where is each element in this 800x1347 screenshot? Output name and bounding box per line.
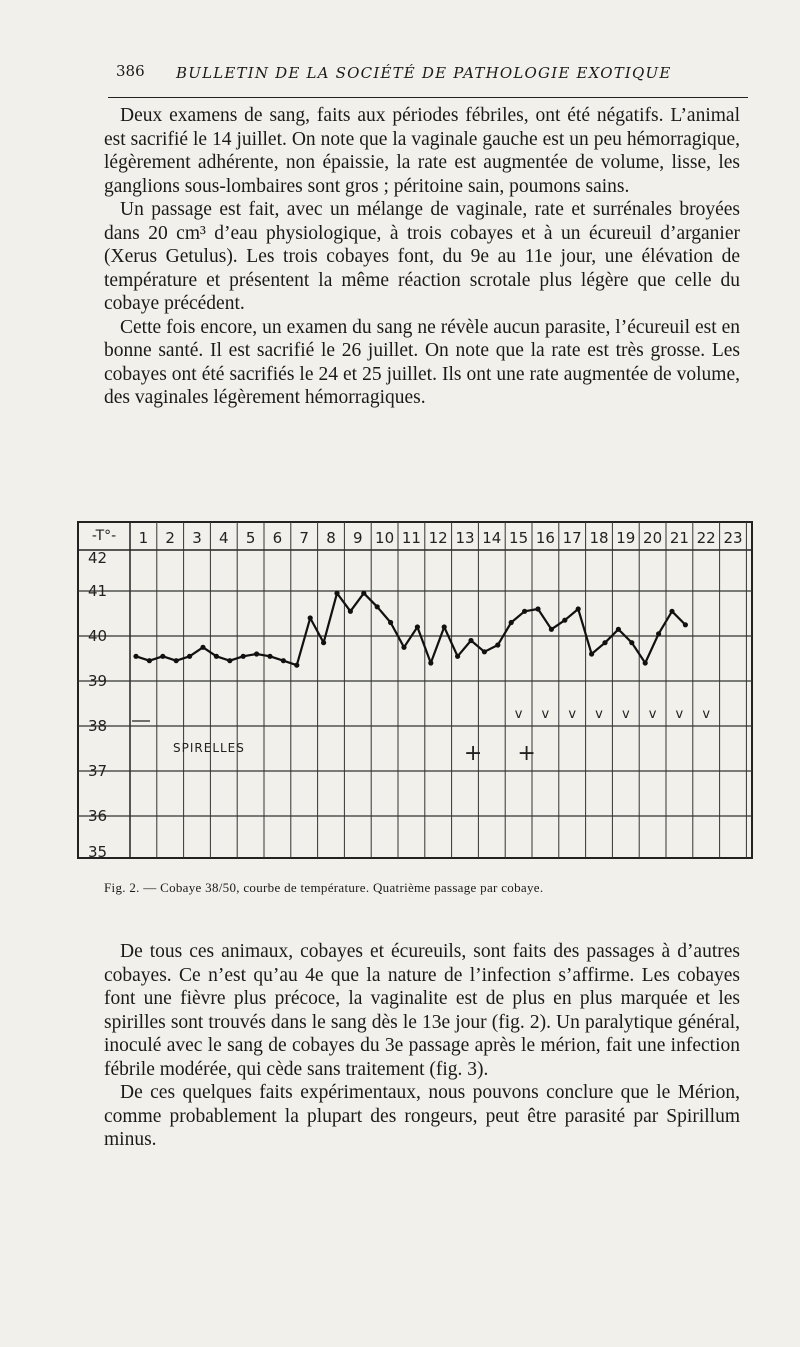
x-tick-label: 14 — [482, 529, 502, 547]
x-tick-label: 8 — [326, 529, 336, 547]
paragraph: De ces quelques faits expérimentaux, nous pouvons conclure que le Mérion, comme probablement la plupart des rongeurs, peut être parasité par Spirillum minus. — [104, 1082, 740, 1150]
temperature-point — [174, 658, 179, 663]
y-tick-label: 38 — [88, 717, 108, 735]
y-tick-label: 42 — [88, 549, 108, 567]
plus-marks — [464, 741, 536, 766]
x-tick-label: 22 — [696, 529, 716, 547]
page-number: 386 — [116, 62, 145, 80]
chart-corner-label: -T°- — [91, 528, 117, 544]
paragraph: De tous ces animaux, cobayes et écureuils, sont faits des passages à d’autres cobayes. Ce n’est qu’au 4e que la nature de l’infection s’affirme. Les cobayes font une fièvre plus précoce, la vaginalite est de plus en plus marquée et les spirilles sont trouvés dans le sang dès le 13e jour (fig. 2). Un paralytique général, inoculé avec le sang de cobayes du 3e passage après le mérion, fait une infection fébrile modérée, qui cède sans traitement (fig. 3). — [104, 941, 740, 1080]
body-text-bottom — [104, 940, 740, 1152]
temperature-point — [267, 654, 272, 659]
x-tick-label: 15 — [509, 529, 529, 547]
temperature-line — [136, 593, 685, 665]
temperature-point — [535, 606, 540, 611]
temperature-point — [388, 620, 393, 625]
x-tick-label: 17 — [562, 529, 582, 547]
plus-mark: + — [517, 741, 536, 766]
temperature-point — [509, 620, 514, 625]
temperature-point — [227, 658, 232, 663]
v-mark: v — [702, 707, 711, 722]
temperature-point — [602, 640, 607, 645]
temperature-point — [428, 660, 433, 665]
x-tick-label: 9 — [353, 529, 363, 547]
x-tick-label: 11 — [401, 529, 421, 547]
temperature-point — [294, 663, 299, 668]
figure-caption: Fig. 2. — Cobaye 38/50, courbe de température. Quatrième passage par cobaye. — [104, 880, 544, 895]
x-tick-label: 1 — [138, 529, 149, 547]
x-tick-label: 21 — [669, 529, 689, 547]
running-head: BULLETIN DE LA SOCIÉTÉ DE PATHOLOGIE EXOTIQUE — [176, 64, 672, 82]
v-mark: v — [648, 707, 657, 722]
y-tick-label: 40 — [88, 627, 108, 645]
temperature-point — [482, 649, 487, 654]
x-tick-label: 4 — [219, 529, 229, 547]
temperature-point — [254, 651, 259, 656]
paragraph: Deux examens de sang, faits aux périodes fébriles, ont été négatifs. L’animal est sacrifié le 14 juillet. On note que la vaginale gauche est un peu hémorragique, légèrement adhérente, non épaissie, la rate est augmentée de volume, lisse, les ganglions sous-lombaires sont gros ; péritoine sain, poumons sains. — [104, 105, 740, 197]
temperature-point — [375, 604, 380, 609]
x-tick-label: 2 — [165, 529, 175, 547]
y-tick-label: 36 — [88, 807, 108, 825]
x-tick-label: 20 — [643, 529, 663, 547]
y-axis-labels — [88, 549, 107, 861]
v-mark: v — [541, 707, 550, 722]
temperature-point — [187, 654, 192, 659]
temperature-point — [401, 645, 406, 650]
x-tick-label: 5 — [245, 529, 256, 547]
temperature-point — [308, 615, 313, 620]
x-tick-label: 3 — [192, 529, 202, 547]
v-mark: v — [675, 707, 684, 722]
temperature-point — [348, 609, 353, 614]
temperature-point — [200, 645, 205, 650]
temperature-point — [629, 640, 634, 645]
temperature-point — [589, 651, 594, 656]
temperature-point — [495, 642, 500, 647]
temperature-point — [468, 638, 473, 643]
temperature-point — [576, 606, 581, 611]
spirilles-annotation: SPIRELLES — [173, 741, 245, 755]
temperature-point — [334, 591, 339, 596]
temperature-point — [321, 640, 326, 645]
temperature-point — [455, 654, 460, 659]
paragraph: Cette fois encore, un examen du sang ne révèle aucun parasite, l’écureuil est en bonne santé. Il est sacrifié le 26 juillet. On note que la rate est très grosse. Les cobayes ont été sacrifiés le 24 et 25 juillet. Ils ont une rate augmentée de volume, des vaginales légèrement hémorragiques. — [104, 316, 740, 408]
x-tick-label: 12 — [428, 529, 448, 547]
x-tick-label: 16 — [535, 529, 555, 547]
temperature-point — [669, 609, 674, 614]
y-tick-label: 41 — [88, 582, 108, 600]
v-mark: v — [595, 707, 603, 722]
temperature-point — [361, 591, 366, 596]
temperature-point — [522, 609, 527, 614]
temperature-point — [616, 627, 621, 632]
v-mark: v — [514, 707, 523, 722]
paragraph: Un passage est fait, avec un mélange de vaginale, rate et surrénales broyées dans 20 cm³ d’eau physiologique, à trois cobayes et à un écureuil d’arganier (Xerus Getulus). Les trois cobayes font, du 9e au 11e jour, une élévation de température et présentent la même réaction scrotale plus légère que celle du cobaye précédent. — [104, 199, 740, 314]
x-tick-label: 19 — [616, 529, 636, 547]
temperature-point — [133, 654, 138, 659]
temperature-point — [241, 654, 246, 659]
temperature-point — [442, 624, 447, 629]
x-tick-label: 18 — [589, 529, 609, 547]
temperature-point — [562, 618, 567, 623]
x-tick-label: 10 — [375, 529, 395, 547]
plus-mark: + — [463, 741, 483, 766]
y-tick-label: 35 — [88, 843, 108, 861]
x-tick-label: 13 — [455, 529, 475, 547]
chart-grid — [78, 522, 752, 858]
temperature-point — [656, 631, 661, 636]
temperature-point — [643, 660, 648, 665]
y-tick-label: 37 — [88, 762, 108, 780]
x-tick-label: 23 — [723, 529, 743, 547]
temperature-point — [683, 622, 688, 627]
temperature-point — [214, 654, 219, 659]
temperature-point — [147, 658, 152, 663]
chart-frame — [78, 522, 752, 858]
temperature-series — [133, 591, 688, 668]
y-tick-label: 39 — [88, 672, 108, 690]
v-mark: v — [568, 707, 577, 722]
v-mark: v — [621, 707, 630, 722]
temperature-point — [281, 658, 286, 663]
temperature-point — [160, 654, 165, 659]
x-tick-label: 7 — [299, 529, 309, 547]
x-tick-label: 6 — [272, 529, 283, 547]
x-axis-labels — [139, 529, 743, 547]
temperature-point — [415, 624, 420, 629]
temperature-point — [549, 627, 554, 632]
